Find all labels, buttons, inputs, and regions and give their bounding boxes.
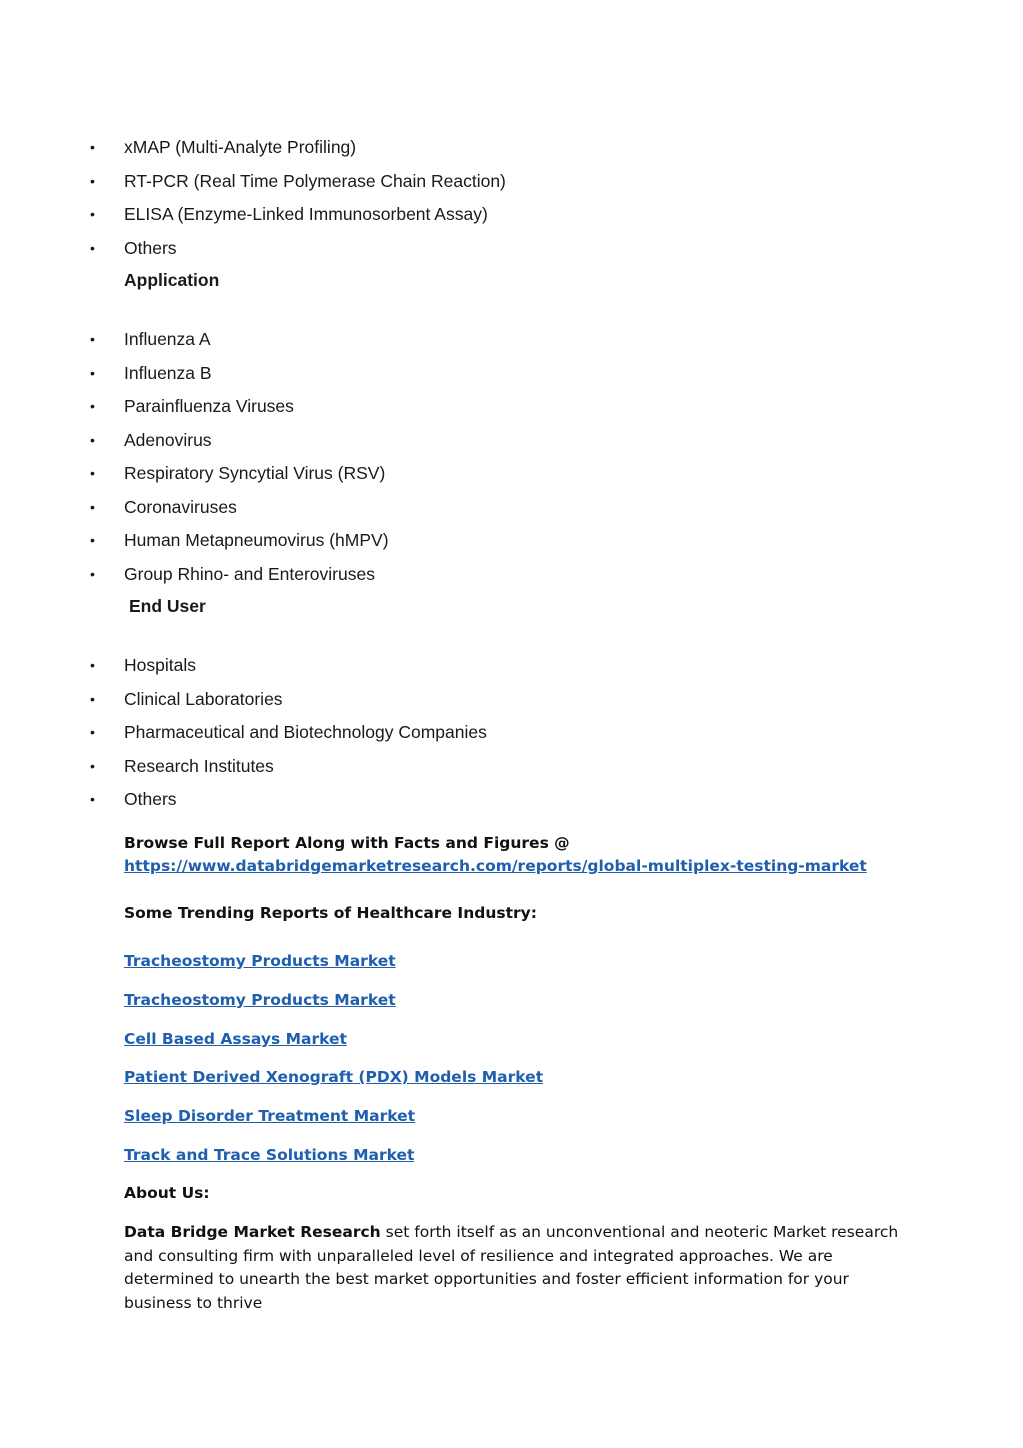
end-user-list (0, 654, 1023, 822)
trending-report-link[interactable]: Patient Derived Xenograft (PDX) Models Market (124, 1068, 544, 1086)
bullet-icon: • (90, 364, 95, 381)
list-item-text: Adenovirus (124, 429, 212, 450)
bullet-icon: • (90, 565, 95, 582)
bullet-icon: • (90, 791, 95, 807)
bullet-icon: • (90, 690, 95, 707)
about-heading: About Us: (124, 1184, 210, 1202)
bullet-icon: • (90, 398, 95, 414)
trending-report-link[interactable]: Tracheostomy Products Market (124, 991, 396, 1009)
list-item-text: Group Rhino- and Enteroviruses (124, 563, 375, 584)
company-name: Data Bridge Market Research (124, 1223, 381, 1241)
trending-heading: Some Trending Reports of Healthcare Industry: (124, 904, 537, 922)
list-item-text: Others (124, 789, 177, 809)
bullet-icon: • (90, 172, 95, 189)
trending-report-link[interactable]: Sleep Disorder Treatment Market (124, 1107, 416, 1125)
list-item (0, 328, 1023, 362)
list-item (0, 170, 1023, 204)
list-item (0, 654, 1023, 688)
bullet-icon: • (90, 139, 95, 155)
bullet-icon: • (90, 239, 95, 256)
list-item-text: Others (124, 237, 177, 258)
list-item (0, 395, 1023, 429)
list-item-text: Influenza B (124, 362, 212, 383)
bullet-icon: • (90, 465, 95, 481)
list-item (0, 136, 1023, 170)
trending-report-link[interactable]: Cell Based Assays Market (124, 1030, 347, 1048)
list-item (0, 688, 1023, 722)
list-item-text: xMAP (Multi-Analyte Profiling) (124, 137, 357, 157)
list-item-text: Influenza A (124, 329, 211, 349)
application-heading: Application (124, 270, 220, 290)
list-item (0, 721, 1023, 755)
list-item (0, 529, 1023, 563)
list-item-text: Respiratory Syncytial Virus (RSV) (124, 463, 386, 483)
bullet-icon: • (90, 724, 95, 740)
list-item-text: Coronaviruses (124, 496, 237, 517)
list-item (0, 429, 1023, 463)
list-item-text: Pharmaceutical and Biotechnology Companies (124, 722, 487, 742)
list-item-text: ELISA (Enzyme-Linked Immunosorbent Assay) (124, 204, 488, 224)
end-user-heading: End User (129, 596, 206, 616)
trending-report-link[interactable]: Tracheostomy Products Market (124, 952, 396, 970)
about-paragraph (124, 1221, 914, 1315)
list-item (0, 563, 1023, 597)
application-list (0, 328, 1023, 596)
list-item (0, 203, 1023, 237)
browse-report-label: Browse Full Report Along with Facts and Figures @ (124, 834, 570, 852)
bullet-icon: • (90, 757, 95, 774)
bullet-icon: • (90, 331, 95, 347)
list-item (0, 788, 1023, 822)
list-item (0, 237, 1023, 271)
list-item (0, 496, 1023, 530)
bullet-icon: • (90, 431, 95, 448)
list-item (0, 755, 1023, 789)
technology-list (0, 136, 1023, 270)
bullet-icon: • (90, 206, 95, 222)
list-item-text: Clinical Laboratories (124, 688, 283, 709)
report-url-link[interactable]: https://www.databridgemarketresearch.com/reports/global-multiplex-testing-market (124, 857, 867, 875)
bullet-icon: • (90, 498, 95, 515)
trending-report-link[interactable]: Track and Trace Solutions Market (124, 1146, 415, 1164)
list-item-text: Research Institutes (124, 755, 274, 776)
bullet-icon: • (90, 657, 95, 673)
list-item-text: Parainfluenza Viruses (124, 396, 294, 416)
list-item-text: RT-PCR (Real Time Polymerase Chain Reaction) (124, 170, 506, 191)
list-item-text: Human Metapneumovirus (hMPV) (124, 530, 389, 550)
list-item (0, 462, 1023, 496)
list-item (0, 362, 1023, 396)
bullet-icon: • (90, 532, 95, 548)
list-item-text: Hospitals (124, 655, 196, 675)
about-text: set forth itself as an unconventional and neoteric Market research and consulting firm with unparalleled level of resilience and integrated approaches. We are determined to unearth the best market opportunities and foster efficient information for your business to thrive (124, 1223, 899, 1312)
